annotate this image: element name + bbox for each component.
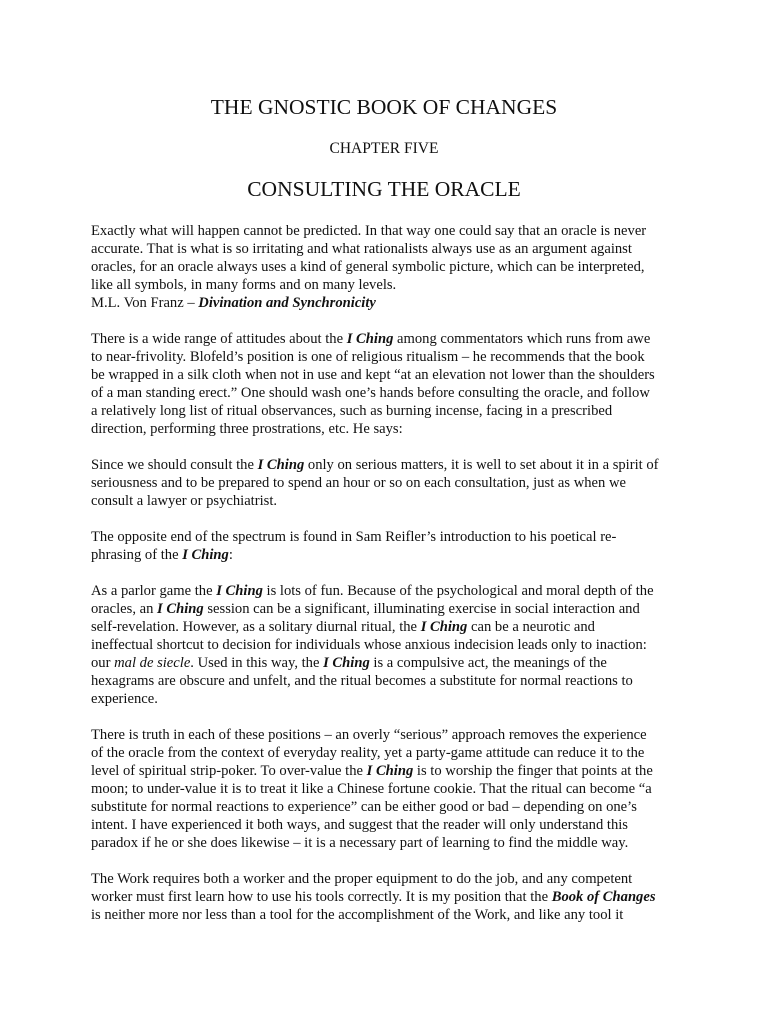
emphasized-title: Divination and Synchronicity [198, 295, 376, 311]
text-run: intent. I have experienced it both ways, and suggest that the reader will only understand this [91, 817, 628, 833]
text-line [91, 294, 691, 312]
text-run: phrasing of the [91, 547, 183, 563]
text-line [91, 798, 691, 816]
text-line [91, 654, 691, 672]
emphasized-title: I Ching [216, 583, 263, 599]
text-run: be wrapped in a silk cloth when not in use and kept “at an elevation not lower than the shoulders [91, 367, 655, 383]
text-run: session can be a significant, illuminating exercise in social interaction and [203, 601, 640, 617]
text-run: of a man standing erect.” One should wash one’s hands before consulting the oracle, and follow [91, 385, 650, 401]
text-run: paradox if he or she does likewise – it is a necessary part of learning to find the middle way. [91, 835, 629, 851]
text-run: accurate. That is what is so irritating and what rationalists always use as an argument against [91, 241, 632, 257]
paragraph [91, 456, 691, 510]
text-line [91, 600, 691, 618]
text-line [91, 546, 691, 564]
emphasized-title: I Ching [182, 547, 229, 563]
text-run: level of spiritual strip-poker. To over-value the [91, 763, 367, 779]
text-run: moon; to under-value it is to treat it like a Chinese fortune cookie. That the ritual can become “a [91, 781, 652, 797]
text-line [91, 258, 691, 276]
text-run: direction, performing three prostrations, etc. He says: [91, 421, 403, 437]
text-line [91, 780, 691, 798]
text-line [91, 366, 691, 384]
text-run: oracles, for an oracle always uses a kind of general symbolic picture, which can be interpreted, [91, 259, 645, 275]
text-run: There is truth in each of these positions – an overly “serious” approach removes the experience [91, 727, 647, 743]
text-line [91, 888, 691, 906]
text-run: There is a wide range of attitudes about the [91, 331, 347, 347]
text-run: among commentators which runs from awe [393, 331, 651, 347]
text-line [91, 762, 691, 780]
emphasized-title: I Ching [257, 457, 305, 473]
emphasized-title: I Ching [157, 601, 204, 617]
text-run: can be a neurotic and [467, 619, 595, 635]
text-run: As a parlor game the [91, 583, 217, 599]
text-run: The opposite end of the spectrum is found in Sam Reifler’s introduction to his poetical re- [91, 529, 617, 545]
text-line [91, 222, 691, 240]
emphasized-title: I Ching [346, 331, 394, 347]
text-line [91, 870, 691, 888]
text-run: substitute for normal reactions to experience” can be either good or bad – depending on one’s [91, 799, 637, 815]
chapter-heading: CONSULTING THE ORACLE [247, 177, 521, 201]
text-run: hexagrams are obscure and unfelt, and the ritual becomes a substitute for normal reactions to [91, 673, 633, 689]
text-run: our [91, 655, 115, 671]
text-run: . Used in this way, the [190, 655, 324, 671]
text-line [91, 906, 691, 924]
emphasized-title: Book of Changes [551, 889, 656, 905]
paragraph [91, 222, 691, 312]
text-run: seriousness and to be prepared to spend an hour or so on each consultation, just as when we [91, 475, 626, 491]
text-run: self-revelation. However, as a solitary diurnal ritual, the [91, 619, 421, 635]
text-line [91, 492, 691, 510]
text-line [91, 672, 691, 690]
text-run: Since we should consult the [91, 457, 258, 473]
text-run: M.L. Von Franz – [91, 295, 199, 311]
italic-phrase: mal de siecle [114, 655, 191, 671]
emphasized-title: I Ching [366, 763, 414, 779]
text-run: is a compulsive act, the meanings of the [369, 655, 607, 671]
paragraph [91, 528, 691, 564]
text-run: consult a lawyer or psychiatrist. [91, 493, 278, 509]
text-run: to near-frivolity. Blofeld’s position is one of religious ritualism – he recommends that the book [91, 349, 645, 365]
text-run: only on serious matters, it is well to set about it in a spirit of [304, 457, 659, 473]
text-run: ineffectual shortcut to decision for individuals whose anxious indecision leads only to inaction: [91, 637, 647, 653]
text-run: a relatively long list of ritual observances, such as burning incense, facing in a prescribed [91, 403, 613, 419]
emphasized-title: I Ching [420, 619, 468, 635]
text-line [91, 402, 691, 420]
document-title: THE GNOSTIC BOOK OF CHANGES [210, 95, 558, 119]
text-line [91, 690, 691, 708]
text-line [91, 582, 691, 600]
paragraph [91, 330, 691, 438]
emphasized-title: I Ching [323, 655, 370, 671]
text-line [91, 384, 691, 402]
text-line [91, 636, 691, 654]
text-line [91, 240, 691, 258]
text-line [91, 618, 691, 636]
chapter-label: CHAPTER FIVE [329, 140, 439, 157]
text-line [91, 456, 691, 474]
text-line [91, 726, 691, 744]
text-line [91, 816, 691, 834]
text-line [91, 276, 691, 294]
text-line [91, 834, 691, 852]
text-run: is to worship the finger that points at the [413, 763, 653, 779]
paragraph [91, 870, 691, 924]
text-line [91, 420, 691, 438]
text-line [91, 744, 691, 762]
text-run: experience. [91, 691, 158, 707]
text-run: is neither more nor less than a tool for the accomplishment of the Work, and like any tool it [91, 907, 624, 923]
paragraph [91, 726, 691, 852]
text-run: like all symbols, in many forms and on many levels. [91, 277, 397, 293]
text-line [91, 528, 691, 546]
text-run: is lots of fun. Because of the psychological and moral depth of the [262, 583, 654, 599]
body-text [91, 222, 691, 942]
paragraph [91, 582, 691, 708]
text-run: worker must first learn how to use his tools correctly. It is my position that the [91, 889, 552, 905]
text-line [91, 330, 691, 348]
text-run: of the oracle from the context of everyday reality, yet a party-game attitude can reduce it to the [91, 745, 645, 761]
text-line [91, 348, 691, 366]
text-run: Exactly what will happen cannot be predicted. In that way one could say that an oracle is never [91, 223, 647, 239]
text-line [91, 474, 691, 492]
text-run: The Work requires both a worker and the proper equipment to do the job, and any competent [91, 871, 633, 887]
text-run: : [228, 547, 233, 563]
text-run: oracles, an [91, 601, 158, 617]
